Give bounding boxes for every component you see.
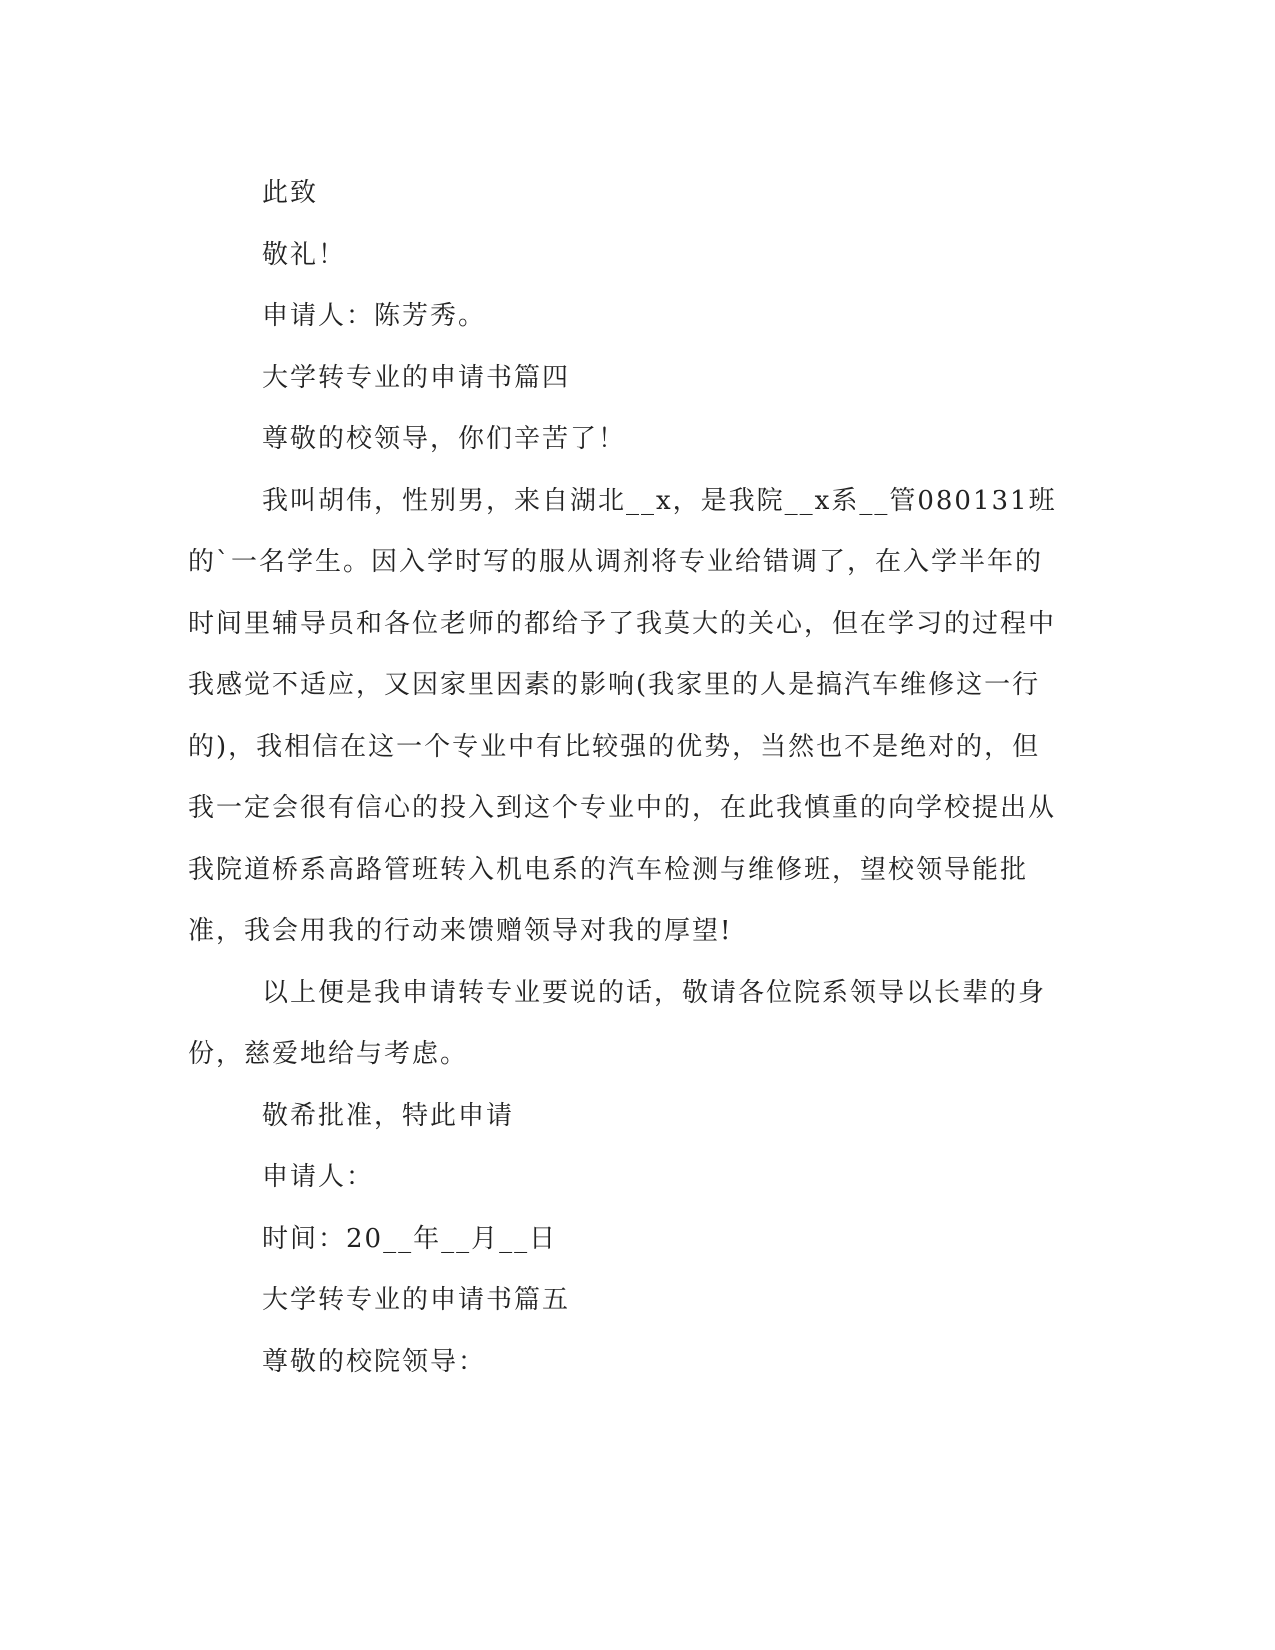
request-line: 敬希批准，特此申请 [262, 1100, 515, 1131]
applicant-line: 申请人：陈芳秀。 [262, 301, 487, 331]
section-heading: 大学转专业的申请书篇五 [262, 1285, 571, 1315]
section-heading: 大学转专业的申请书篇四 [262, 362, 571, 393]
body-paragraph: 以上便是我申请转专业要说的话，敬请各位院系领导以长辈的身份，慈爱地给与考虑。 [188, 977, 1047, 1069]
salutation-line: 敬礼！ [262, 239, 347, 270]
closing-line: 此致 [262, 178, 319, 208]
document-body [188, 163, 1068, 1393]
greeting-line: 尊敬的校领导，你们辛苦了！ [262, 424, 627, 454]
applicant-line: 申请人： [262, 1162, 375, 1192]
greeting-line: 尊敬的校院领导： [262, 1346, 487, 1377]
date-line: 时间：20__年__月__日 [262, 1223, 558, 1254]
body-paragraph: 我叫胡伟，性别男，来自湖北__x，是我院__x系__管080131班的`一名学生。因入学时写的服从调剂将专业给错调了，在入学半年的时间里辅导员和各位老师的都给予了我莫大的关心，但在学习的过程中我感觉不适应，又因家里因素的影响(我家里的人是搞汽车维修这一行的)，我相信在这一个专业中有比较强的优势，当然也不是绝对的，但我一定会很有信心的投入到这个专业中的，在此我慎重的向学校提出从我院道桥系高路管班转入机电系的汽车检测与维修班，望校领导能批准，我会用我的行动来馈赠领导对我的厚望! [188, 485, 1057, 946]
